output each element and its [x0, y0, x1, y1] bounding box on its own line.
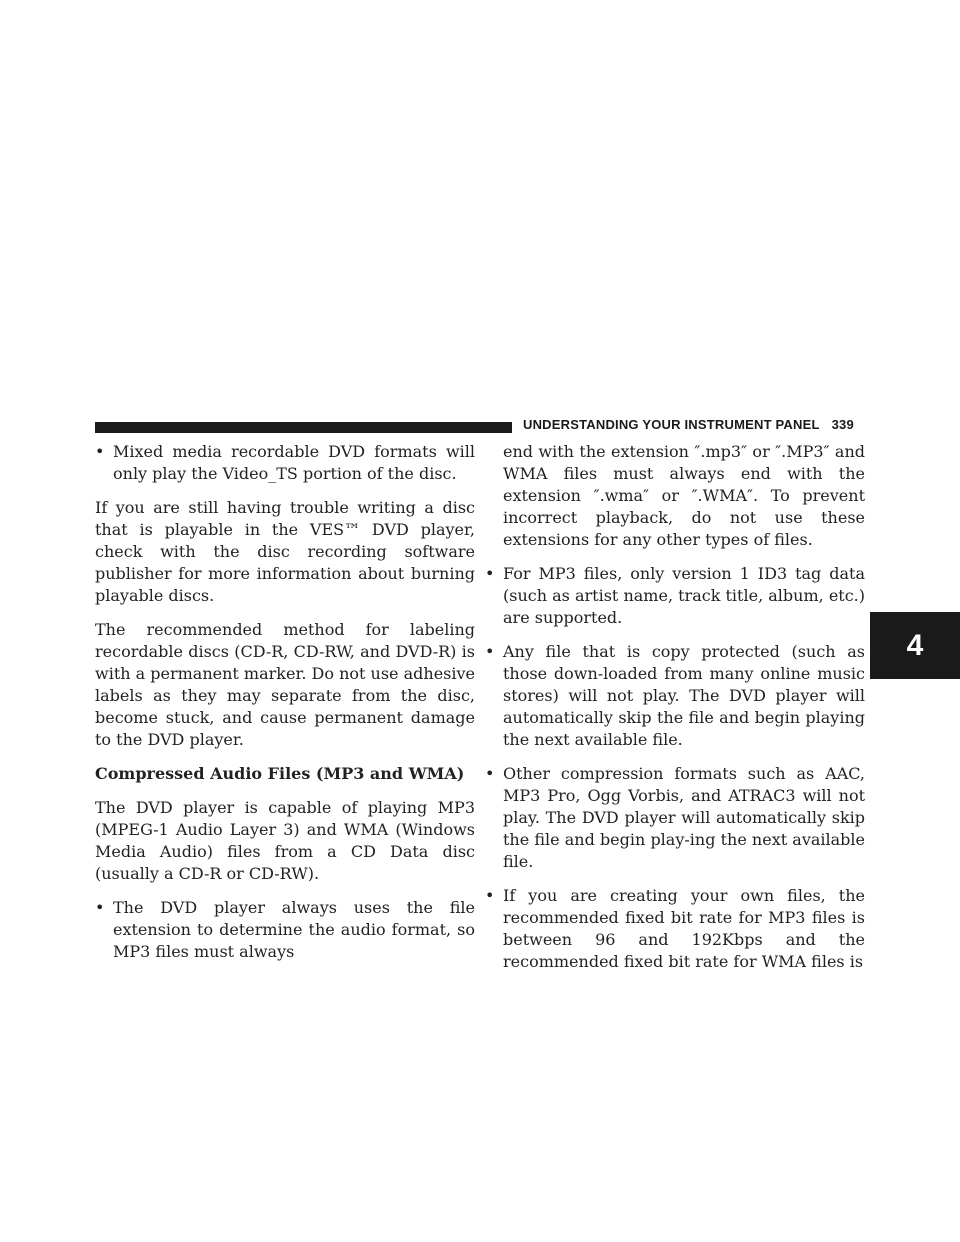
bullet-icon: •: [95, 442, 105, 461]
list-item: [485, 763, 865, 873]
list-item-text: Other compression formats such as AAC, MP3 Pro, Ogg Vorbis, and ATRAC3 will not play. The DVD player will automatically skip the file and begin play-ing the next available file.: [503, 764, 865, 871]
section-heading: Compressed Audio Files (MP3 and WMA): [95, 764, 465, 783]
right-column: [485, 441, 865, 985]
paragraph: The DVD player is capable of playing MP3 (MPEG-1 Audio Layer 3) and WMA (Windows Media Audio) files from a CD Data disc (usually a CD-R or CD-RW).: [95, 798, 475, 883]
running-header: [523, 417, 854, 432]
list-item: [95, 441, 475, 485]
chapter-tab: 4: [870, 612, 960, 679]
list-item-continuation: end with the extension ″.mp3″ or ″.MP3″ and WMA files must always end with the extension ″.wma″ or ″.WMA″. To prevent incorrect playback, do not use these extensions for any other types of files.: [503, 442, 865, 549]
bullet-icon: •: [485, 764, 495, 783]
list-item-text: Mixed media recordable DVD formats will only play the Video_TS portion of the disc.: [113, 442, 475, 483]
list-item: [485, 641, 865, 751]
paragraph: If you are still having trouble writing a disc that is playable in the VES™ DVD player, check with the disc recording software publisher for more information about burning playable discs.: [95, 498, 475, 605]
list-item-text: For MP3 files, only version 1 ID3 tag data (such as artist name, track title, album, etc.) are supported.: [503, 564, 865, 627]
list-item: [485, 885, 865, 973]
bullet-icon: •: [485, 642, 495, 661]
list-item-text: The DVD player always uses the file extension to determine the audio format, so MP3 files must always: [113, 898, 475, 961]
list-item: [485, 563, 865, 629]
list-item: [95, 897, 475, 963]
header-title: UNDERSTANDING YOUR INSTRUMENT PANEL: [523, 417, 820, 432]
bullet-icon: •: [485, 564, 495, 583]
bullet-icon: •: [485, 886, 495, 905]
page-number: 339: [831, 417, 854, 432]
header-rule: [95, 422, 512, 433]
paragraph: The recommended method for labeling recordable discs (CD-R, CD-RW, and DVD-R) is with a permanent marker. Do not use adhesive labels as they may separate from the disc, become stuck, and cause permanent damage to the DVD player.: [95, 620, 475, 749]
left-column: [95, 441, 475, 975]
list-item-text: If you are creating your own files, the recommended fixed bit rate for MP3 files is between 96 and 192Kbps and the recommended fixed bit rate for WMA files is: [503, 886, 865, 971]
bullet-icon: •: [95, 898, 105, 917]
list-item-text: Any file that is copy protected (such as those down-loaded from many online music stores) will not play. The DVD player will automatically skip the file and begin playing the next available file.: [503, 642, 865, 749]
